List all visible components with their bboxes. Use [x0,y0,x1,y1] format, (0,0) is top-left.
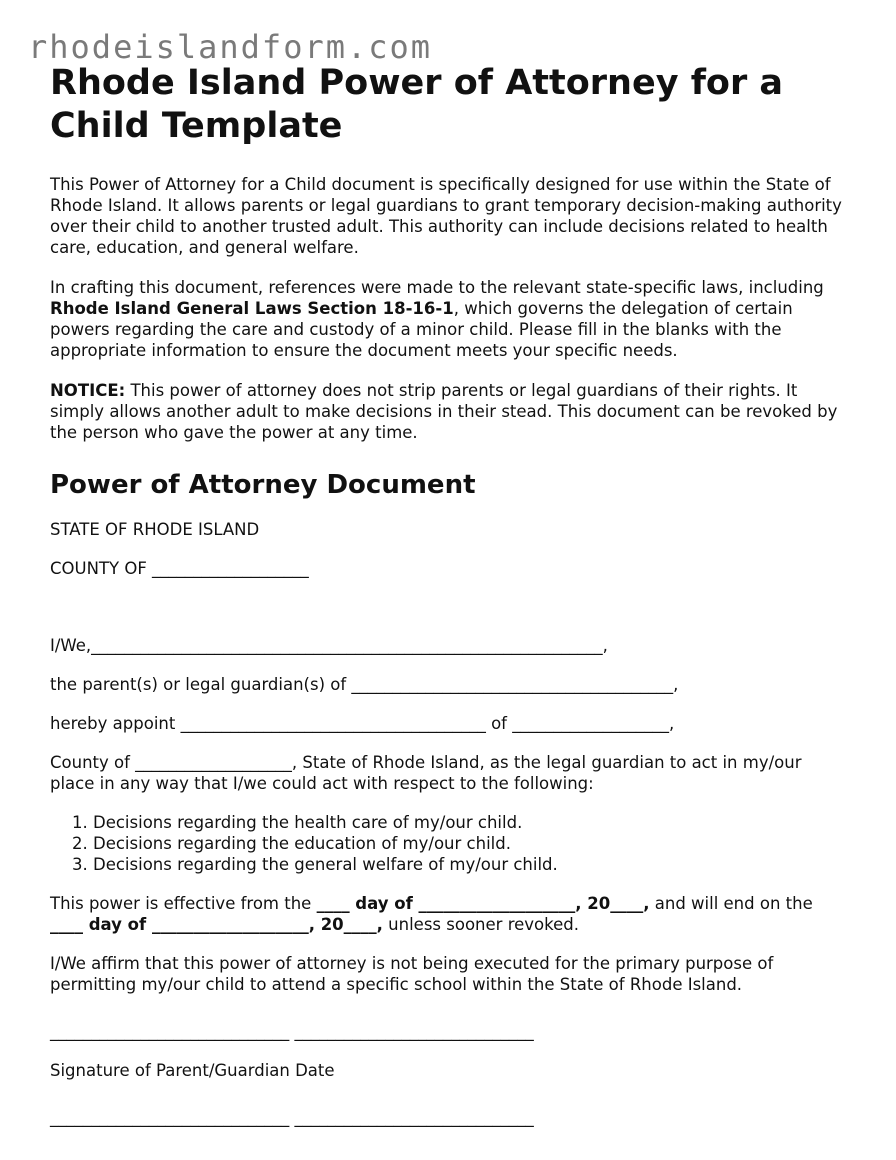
signature-caption: Signature of Parent/Guardian Date [50,1061,335,1080]
effective-end-date: ____ day of ___________________, 20____, [50,915,383,934]
parents-line: the parent(s) or legal guardian(s) of _______________________________________, [50,675,679,694]
state-line: STATE OF RHODE ISLAND [50,520,260,539]
decision-item: 1. Decisions regarding the health care of my/our child. [93,812,850,833]
county-state-line: County of ___________________, State of Rhode Island, as the legal guardian to act in my/our place in any way that I/we could act with respect to the following: [50,753,802,793]
notice-text: This power of attorney does not strip parents or legal guardians of their rights. It simply allows another adult to make decisions in their stead. This document can be revoked by the person who gave the power at any time. [50,381,838,442]
section-title: Power of Attorney Document [50,470,476,500]
site-watermark: rhodeislandform.com [28,28,433,66]
effective-text-2: and will end on the [649,894,813,913]
document-body [50,62,850,1128]
effective-text-1: This power is effective from the [50,894,317,913]
effective-start-date: ____ day of ___________________, 20____, [316,894,650,913]
intro2-text-before: In crafting this document, references were made to the relevant state-specific laws, including [50,278,824,297]
iwe-line: I/We,______________________________________________________________, [50,636,608,655]
signature-line-2: _____________________________ _____________________________ [50,1108,534,1127]
intro-paragraph-2 [50,277,850,361]
decision-item: 3. Decisions regarding the general welfare of my/our child. [93,854,850,875]
appoint-line: hereby appoint _____________________________________ of ___________________, [50,714,675,733]
affirm-paragraph: I/We affirm that this power of attorney is not being executed for the primary purpose of permitting my/our child to attend a specific school within the State of Rhode Island. [50,954,774,994]
intro2-text-after: , which governs the delegation of certain powers regarding the care and custody of a minor child. Please fill in the blanks with the appropriate information to ensure the document meets your specific needs. [50,299,793,360]
notice-label: NOTICE: [50,381,126,400]
effective-paragraph [50,893,850,935]
notice-paragraph [50,380,850,443]
county-line: COUNTY OF ___________________ [50,559,309,578]
effective-text-3: unless sooner revoked. [382,915,579,934]
decisions-list [50,812,850,875]
page-title: Rhode Island Power of Attorney for a Child Template [50,63,784,146]
intro-paragraph-1: This Power of Attorney for a Child document is specifically designed for use within the State of Rhode Island. It allows parents or legal guardians to grant temporary decision-making authority over their child to another trusted adult. This authority can include decisions related to health care, education, and general welfare. [50,175,842,257]
law-reference: Rhode Island General Laws Section 18-16-1 [50,299,454,318]
signature-line-1: _____________________________ _____________________________ [50,1022,534,1041]
decision-item: 2. Decisions regarding the education of my/our child. [93,833,850,854]
